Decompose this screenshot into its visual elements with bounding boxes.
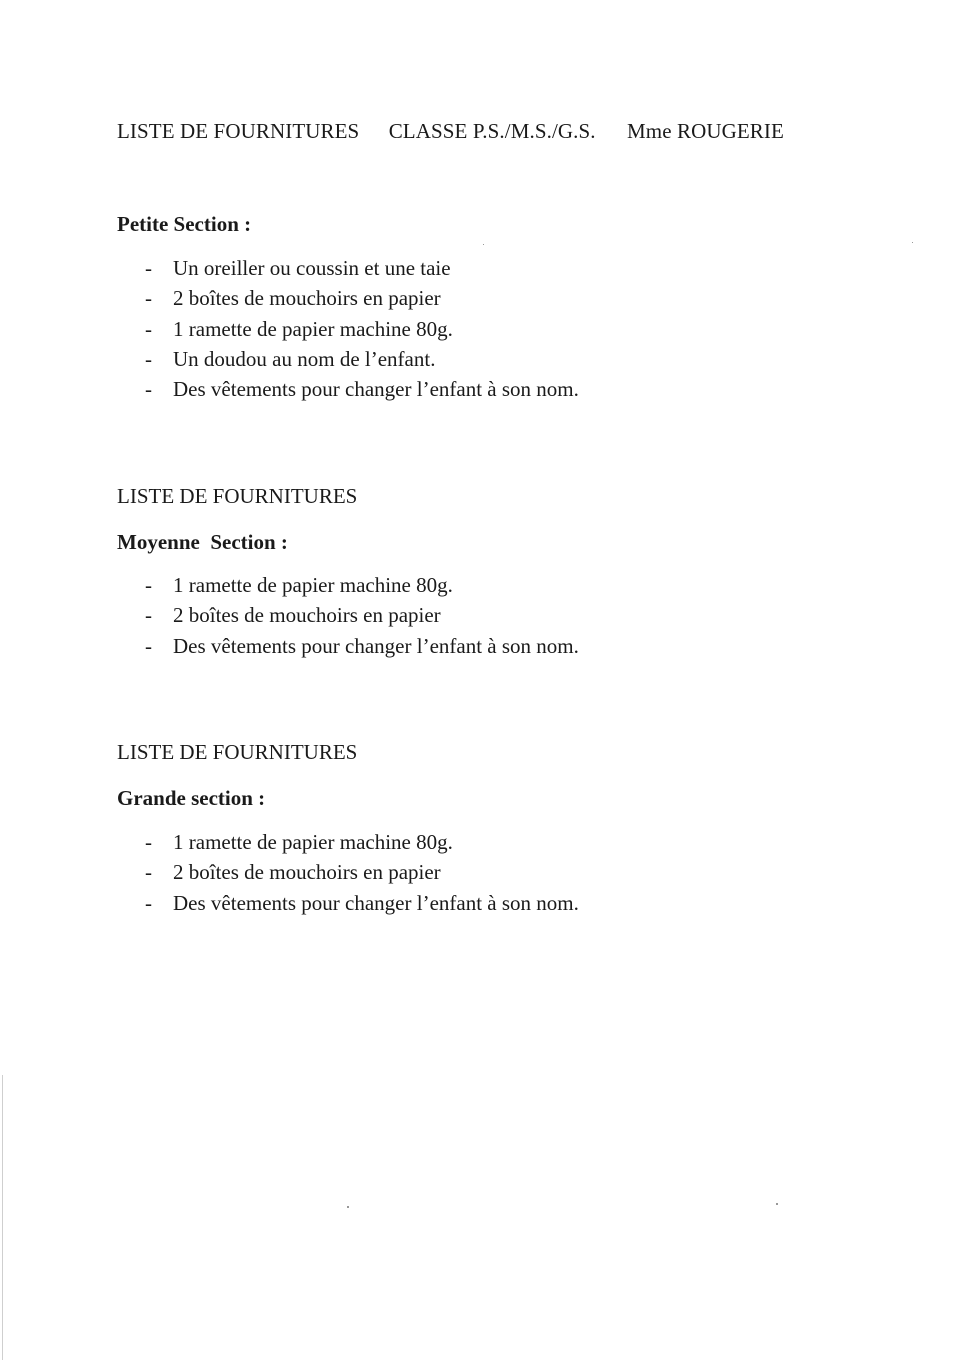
section-name-grande: Grande section : <box>117 786 266 810</box>
bullet-dash: - <box>145 316 152 341</box>
document-header <box>117 119 784 144</box>
bullet-dash: - <box>145 256 152 280</box>
scan-speck <box>483 244 484 245</box>
bullet-dash: - <box>145 573 152 597</box>
document-page: LISTE DE FOURNITURES CLASSE P.S./M.S./G.S. Mme ROUGERIE Petite Section : - Un oreiller ou coussin et une taie - 2 boîtes de mouchoirs en papier - 1 ramette de papier machine 80g. - Un doudou au nom de l’enfant. - Des vêtements pour changer l’enfant à son nom. LISTE DE FOURNITURES Moyenne Section : - 1 ramette de papier machine 80g. - 2 boîtes de mouchoirs en papier - Des vêtements pour changer l’enfant à son nom. LISTE DE FOURNITURES Grande section : - 1 ramette de papier machine 80g. - 2 boîtes de mouchoirs en papier - Des vêtements pour changer l’enfant à son nom. <box>0 0 959 1360</box>
bullet-dash: - <box>145 890 152 915</box>
section-heading-moyenne: LISTE DE FOURNITURES <box>117 484 358 508</box>
bullet-dash: - <box>145 633 152 658</box>
header-teacher: Mme ROUGERIE <box>627 119 784 143</box>
bullet-dash: - <box>145 286 152 311</box>
bullet-dash: - <box>145 830 152 854</box>
section-name-petite: Petite Section : <box>117 212 252 236</box>
header-title: LISTE DE FOURNITURES <box>117 119 360 143</box>
header-class-label: CLASSE P.S./M.S./G.S. <box>388 119 596 143</box>
bullet-dash: - <box>145 603 152 628</box>
scan-speck <box>776 1203 778 1205</box>
scan-speck <box>347 1206 349 1208</box>
scan-edge-line <box>2 1075 3 1360</box>
section-heading-grande: LISTE DE FOURNITURES <box>117 740 358 764</box>
scan-speck <box>912 242 913 243</box>
bullet-dash: - <box>145 377 152 402</box>
bullet-dash: - <box>145 860 152 885</box>
section-name-moyenne: Moyenne Section : <box>117 530 288 554</box>
bullet-dash: - <box>145 346 152 371</box>
